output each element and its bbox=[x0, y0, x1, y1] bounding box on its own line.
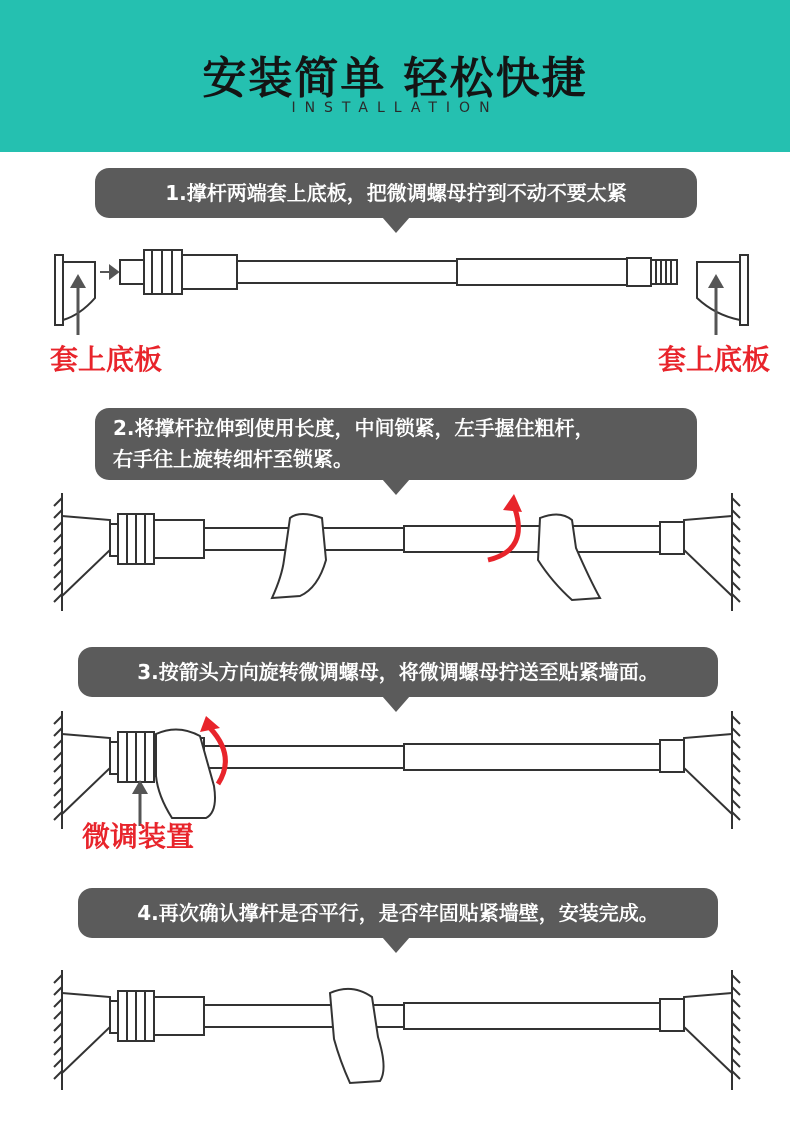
label-fine-tune: 微调装置 bbox=[82, 820, 195, 853]
rod-end-cap-left bbox=[120, 260, 144, 284]
step-3-text: 3.按箭头方向旋转微调螺母，将微调螺母拧送至贴紧墙面。 bbox=[137, 660, 659, 684]
page-subtitle: INSTALLATION bbox=[291, 100, 499, 116]
insert-arrows bbox=[100, 266, 118, 278]
step-2-instruction bbox=[95, 408, 697, 480]
step-1-illustration bbox=[0, 240, 790, 340]
thread-end bbox=[651, 260, 677, 284]
page-title: 安装简单 轻松快捷 bbox=[202, 53, 588, 104]
left-hand bbox=[272, 514, 326, 598]
thick-rod bbox=[204, 746, 404, 768]
step-4-pointer bbox=[382, 937, 410, 953]
step-2-line-2: 右手往上旋转细杆至锁紧。 bbox=[113, 447, 353, 471]
step-3-instruction bbox=[78, 647, 718, 697]
step-1-text: 1.撑杆两端套上底板，把微调螺母拧到不动不要太紧 bbox=[165, 181, 627, 205]
thick-rod-collar bbox=[154, 520, 204, 558]
step-4-text: 4.再次确认撑杆是否平行，是否牢固贴紧墙壁，安装完成。 bbox=[137, 901, 659, 925]
thick-rod bbox=[237, 261, 457, 283]
left-base-plate bbox=[55, 255, 63, 325]
step-2-line-1: 2.将撑杆拉伸到使用长度，中间锁紧，左手握住粗杆， bbox=[113, 416, 595, 440]
left-base bbox=[62, 734, 110, 814]
step-4-instruction bbox=[78, 888, 718, 938]
hand-on-nut bbox=[156, 729, 215, 818]
thin-rod bbox=[404, 1003, 660, 1029]
right-base-cup bbox=[697, 262, 740, 320]
step-2-illustration bbox=[0, 488, 790, 616]
label-base-right: 套上底板 bbox=[658, 343, 771, 376]
right-base bbox=[684, 993, 732, 1073]
step-1-pointer bbox=[382, 217, 410, 233]
step-1-instruction bbox=[95, 168, 697, 218]
thin-rod-cap bbox=[627, 258, 651, 286]
label-base-left: 套上底板 bbox=[50, 343, 163, 376]
thin-rod bbox=[404, 744, 660, 770]
hand-on-rod bbox=[330, 989, 384, 1083]
left-base bbox=[62, 516, 110, 596]
thick-rod-collar bbox=[154, 997, 204, 1035]
header-banner bbox=[0, 0, 790, 152]
thin-rod bbox=[404, 526, 660, 552]
thick-rod-collar bbox=[182, 255, 237, 289]
left-base bbox=[62, 993, 110, 1073]
right-base-plate bbox=[740, 255, 748, 325]
step-4-illustration bbox=[0, 965, 790, 1095]
right-base bbox=[684, 516, 732, 596]
right-base bbox=[684, 734, 732, 814]
thin-rod-sleeve bbox=[457, 259, 627, 285]
